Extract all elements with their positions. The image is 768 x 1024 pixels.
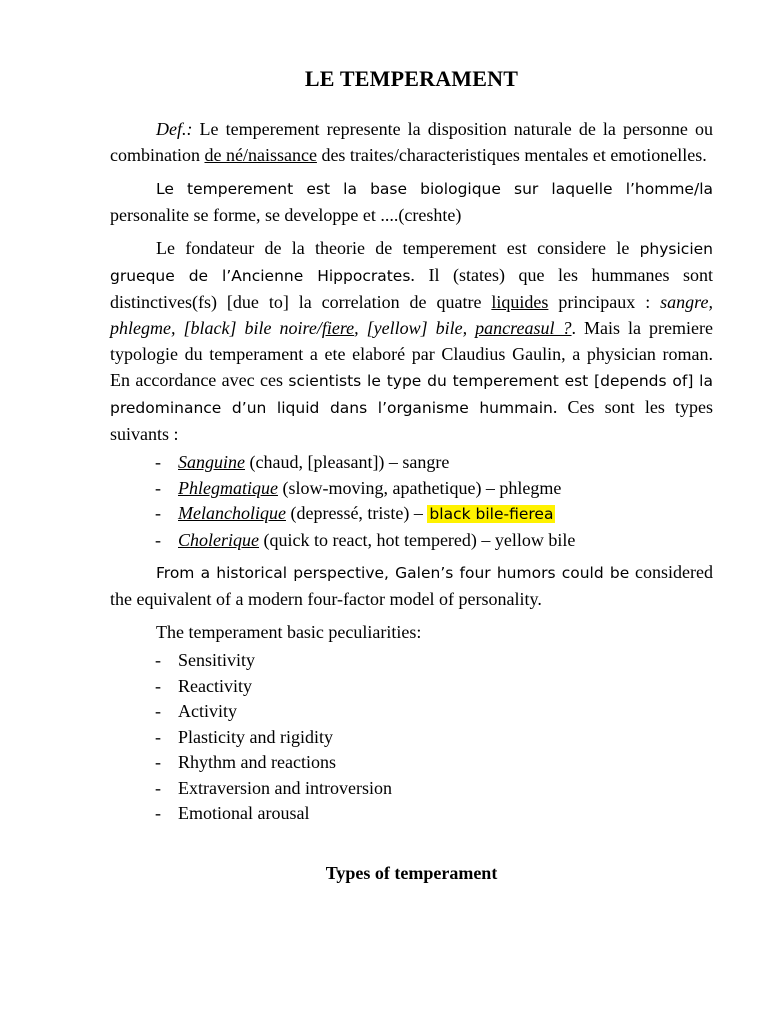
type-description: (slow-moving, apathetique) – phlegme — [277, 477, 562, 498]
liquides-underlined: liquides — [491, 292, 549, 312]
peculiarity-label: Plasticity and rigidity — [178, 726, 333, 747]
dash-bullet: - — [155, 452, 161, 472]
hippocrates-paragraph — [110, 235, 713, 447]
biology-emphasis: Le temperement est la base biologique sur laquelle l’homme/la — [156, 180, 713, 198]
peculiarity-label: Emotional arousal — [178, 803, 310, 823]
section-title: Types of temperament — [325, 862, 498, 883]
dash-bullet: - — [155, 726, 161, 747]
peculiarity-label: Reactivity — [178, 675, 252, 696]
definition-paragraph — [110, 116, 713, 168]
document-page — [110, 66, 713, 884]
pancreasul-underlined: pancreasul ? — [475, 318, 572, 338]
dash-bullet: - — [155, 803, 161, 823]
fiere-underlined: fiere — [321, 318, 355, 338]
peculiarity-label: Sensitivity — [178, 650, 256, 670]
dash-bullet: - — [155, 675, 161, 696]
galen-text: considered the equivalent of a modern four-factor model of personality. — [110, 562, 713, 609]
temperament-types-list — [110, 450, 713, 553]
list-item — [110, 648, 713, 674]
biology-text: personalite se forme, se developpe et ....(creshte) — [110, 205, 462, 225]
peculiarities-intro: The temperament basic peculiarities: — [156, 622, 422, 642]
galen-emphasis: From a historical perspective, Galen’s four humors could be — [156, 564, 630, 582]
liquids-list: sangre, phlegme, [black] bile noire/ — [110, 292, 713, 338]
dash-bullet: - — [155, 752, 161, 772]
definition-underlined: de né/naissance — [204, 145, 317, 165]
dash-bullet: - — [155, 503, 161, 523]
hippocrates-text-1: Le fondateur de la theorie de temperement est considere le — [156, 238, 640, 258]
list-item — [110, 725, 713, 751]
definition-text: Le temperement represente la disposition naturale de la personne ou combination — [110, 119, 713, 165]
page-title: LE TEMPERAMENT — [304, 66, 519, 91]
scientists-emphasis: scientists le type du temperement est [depends of] la predominance d’un liquid dans l’organisme hummain — [110, 372, 713, 417]
type-description: (depressé, triste) – — [285, 503, 428, 523]
list-item — [110, 801, 713, 827]
list-item — [110, 776, 713, 802]
list-item — [110, 699, 713, 725]
list-item — [110, 450, 713, 476]
liquids-list-2: , [yellow] bile, — [354, 318, 476, 338]
type-name: Melancholique — [178, 503, 286, 523]
dash-bullet: - — [155, 650, 161, 670]
list-item — [110, 750, 713, 776]
hippocrates-text-5: . Ces sont les types suivants : — [110, 397, 713, 444]
list-item — [110, 674, 713, 700]
type-description: (quick to react, hot tempered) – yellow bile — [259, 529, 576, 550]
type-name: Phlegmatique — [178, 477, 278, 498]
dash-bullet: - — [155, 529, 161, 550]
hippocrates-text-4: . Mais la premiere typologie du temperament a ete elaboré par Claudius Gaulin, a physician roman. En accordance avec ces — [110, 318, 713, 390]
peculiarity-label: Activity — [178, 701, 237, 721]
definition-text-end: des traites/characteristiques mentales et emotionelles. — [316, 145, 707, 165]
peculiarities-list — [110, 648, 713, 827]
galen-paragraph — [110, 559, 713, 612]
dash-bullet: - — [155, 477, 161, 498]
type-name: Sanguine — [178, 452, 245, 472]
list-item — [110, 528, 713, 554]
list-item — [110, 476, 713, 502]
list-item — [110, 501, 713, 528]
peculiarity-label: Rhythm and reactions — [178, 752, 336, 772]
peculiarity-label: Extraversion and introversion — [178, 777, 392, 798]
hippocrates-emphasis: physicien grueque de l’Ancienne Hippocrates — [110, 240, 713, 285]
dash-bullet: - — [155, 777, 161, 798]
definition-label: Def.: — [156, 119, 193, 139]
type-description: (chaud, [pleasant]) – sangre — [245, 452, 450, 472]
type-name: Cholerique — [178, 529, 259, 550]
biology-paragraph — [110, 175, 713, 228]
highlighted-text: black bile-fierea — [429, 505, 554, 523]
hippocrates-text-2: . Il (states) que les hummanes sont distinctives(fs) [due to] la correlation de quatre — [110, 265, 714, 312]
dash-bullet: - — [155, 701, 161, 721]
hippocrates-text-3: principaux : — [548, 292, 661, 312]
